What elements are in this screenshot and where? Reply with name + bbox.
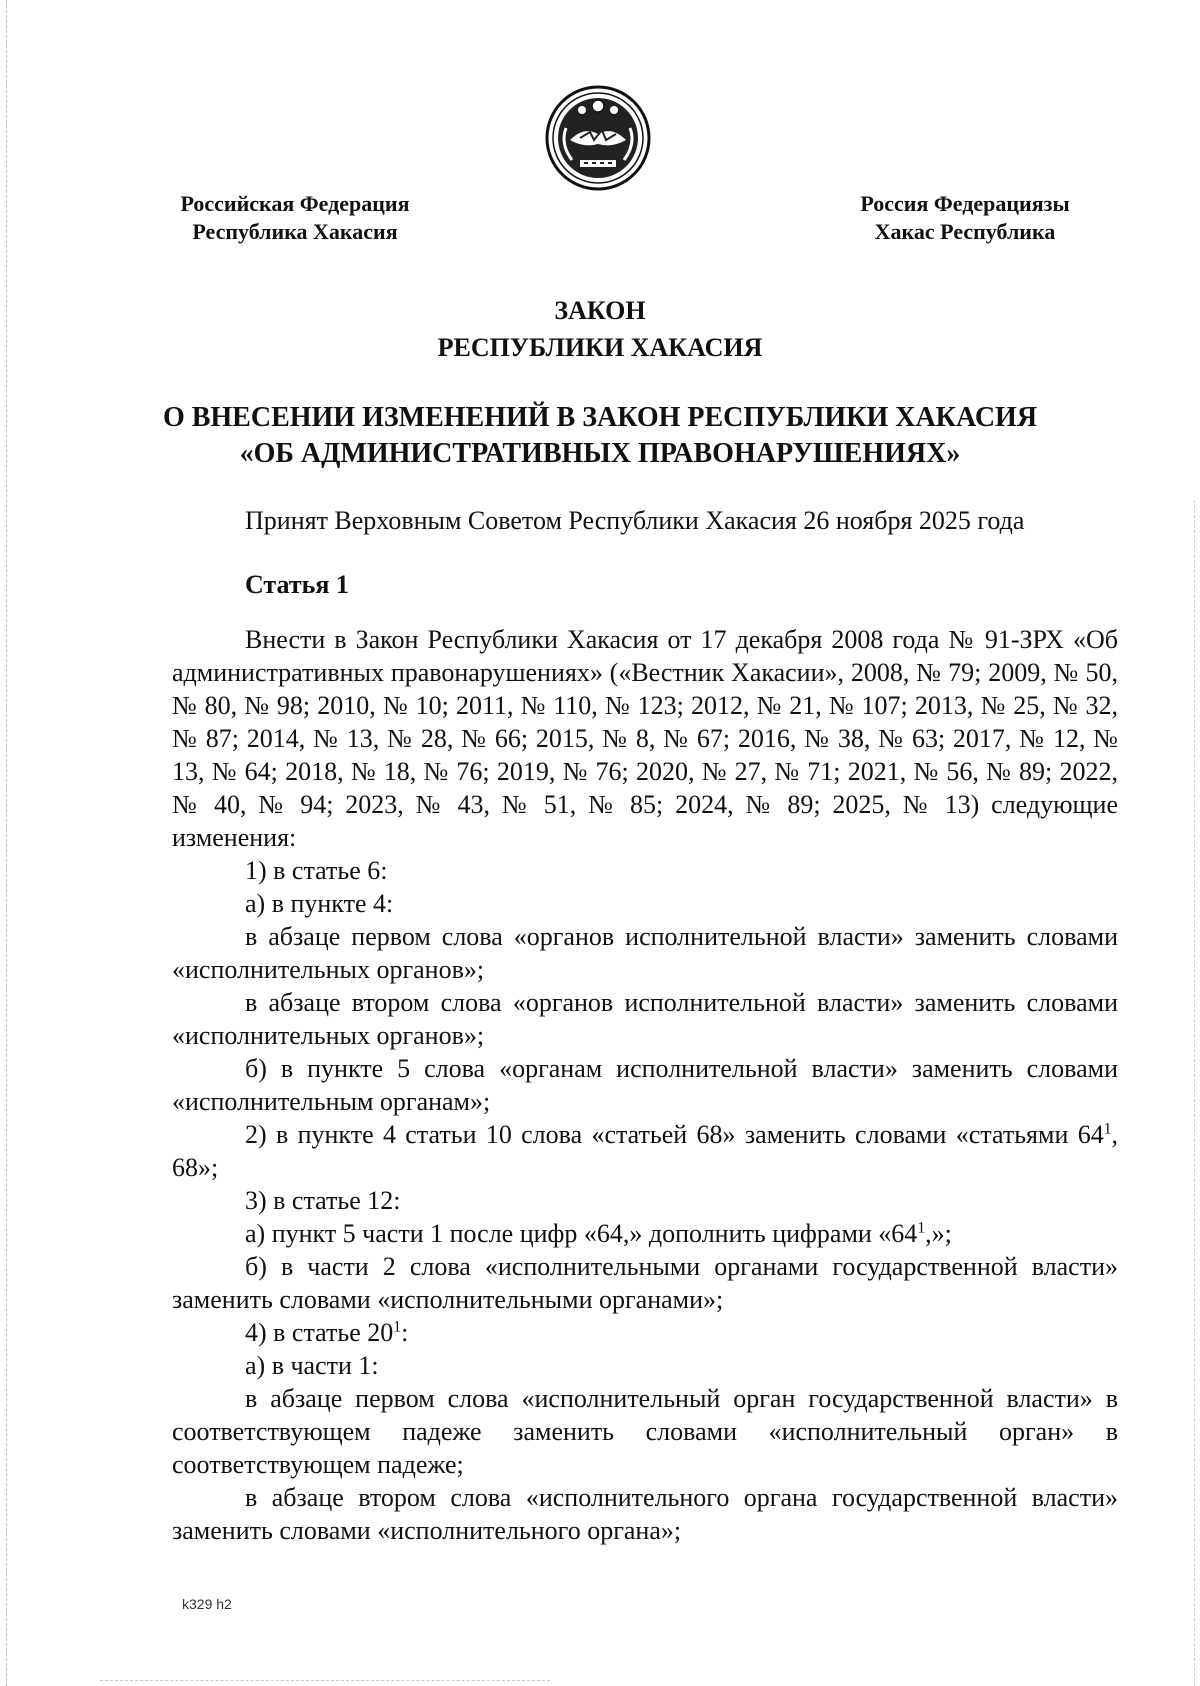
law-title-line2: РЕСПУБЛИКИ ХАКАСИЯ bbox=[437, 333, 763, 362]
scan-edge-bottom bbox=[100, 1680, 550, 1682]
paragraph-item-3a bbox=[172, 1217, 1118, 1250]
header-right bbox=[830, 190, 1100, 246]
coat-of-arms-icon bbox=[544, 84, 652, 192]
header-right-line2: Хакас Республика bbox=[874, 219, 1056, 244]
paragraph-item-4 bbox=[172, 1316, 1118, 1349]
paragraph-item-1b: б) в пункте 5 слова «органам исполнительной власти» заменить словами «исполнительным органам»; bbox=[172, 1054, 1118, 1116]
article-body bbox=[172, 623, 1118, 1547]
scan-edge-right bbox=[1194, 500, 1196, 1686]
article-heading: Статья 1 bbox=[245, 570, 349, 599]
paragraph-item-3: 3) в статье 12: bbox=[245, 1186, 401, 1215]
paragraph-item-3a-tail: ,»; bbox=[925, 1219, 952, 1248]
paragraph-item-4a: а) в части 1: bbox=[245, 1351, 379, 1380]
paragraph-item-4a-first: в абзаце первом слова «исполнительный орган государственной власти» в соответствующем падеже заменить словами «исполнительный орган» в соответствующем падеже; bbox=[172, 1384, 1118, 1479]
paragraph-item-2-tail: , 68»; bbox=[172, 1120, 1118, 1182]
paragraph-item-1a-first: в абзаце первом слова «органов исполнительной власти» заменить словами «исполнительных органов»; bbox=[172, 922, 1118, 984]
header-left-line2: Республика Хакасия bbox=[192, 219, 398, 244]
superscript: 1 bbox=[917, 1219, 926, 1237]
paragraph-intro: Внести в Закон Республики Хакасия от 17 декабря 2008 года № 91-ЗРХ «Об административных правонарушениях» («Вестник Хакасии», 2008, № 79; 2009, № 50, № 80, № 98; 2010, № 10; 2011, № 110, № 123; 2012, № 21, № 107; 2013, № 25, № 32, № 87; 2014, № 13, № 28, № 66; 2015, № 8, № 67; 2016, № 38, № 63; 2017, № 12, № 13, № 64; 2018, № 18, № 76; 2019, № 76; 2020, № 27, № 71; 2021, № 56, № 89; 2022, № 40, № 94; 2023, № 43, № 51, № 85; 2024, № 89; 2025, № 13) следующие изменения: bbox=[172, 625, 1118, 852]
paragraph-item-4-tail: : bbox=[401, 1318, 409, 1347]
paragraph-item-2 bbox=[172, 1118, 1118, 1184]
footer-code: k329 h2 bbox=[182, 1596, 232, 1612]
header-left-line1: Российская Федерация bbox=[180, 191, 410, 216]
law-subject bbox=[0, 400, 1200, 472]
law-title-line1: ЗАКОН bbox=[554, 296, 646, 325]
adoption-line: Принят Верховным Советом Республики Хакасия 26 ноября 2025 года bbox=[245, 506, 1025, 535]
paragraph-item-1a: а) в пункте 4: bbox=[245, 889, 394, 918]
law-subject-line2: «ОБ АДМИНИСТРАТИВНЫХ ПРАВОНАРУШЕНИЯХ» bbox=[239, 438, 961, 469]
paragraph-item-4a-second: в абзаце втором слова «исполнительного органа государственной власти» заменить словами «исполнительного органа»; bbox=[172, 1483, 1118, 1545]
paragraph-item-4-text: 4) в статье 20 bbox=[245, 1318, 394, 1347]
paragraph-item-3b: б) в части 2 слова «исполнительными органами государственной власти» заменить словами «исполнительными органами»; bbox=[172, 1252, 1118, 1314]
law-title bbox=[0, 292, 1200, 366]
paragraph-item-3a-text: а) пункт 5 части 1 после цифр «64,» дополнить цифрами «64 bbox=[245, 1219, 918, 1248]
header-left bbox=[160, 190, 430, 246]
scan-edge-left bbox=[6, 0, 8, 1686]
paragraph-item-1a-second: в абзаце втором слова «органов исполнительной власти» заменить словами «исполнительных органов»; bbox=[172, 988, 1118, 1050]
superscript: 1 bbox=[393, 1318, 402, 1336]
header-right-line1: Россия Федерациязы bbox=[860, 191, 1070, 216]
law-subject-line1: О ВНЕСЕНИИ ИЗМЕНЕНИЙ В ЗАКОН РЕСПУБЛИКИ ХАКАСИЯ bbox=[162, 402, 1038, 433]
paragraph-item-2-text: 2) в пункте 4 статьи 10 слова «статьей 68» заменить словами «статьями 64 bbox=[245, 1120, 1104, 1149]
superscript: 1 bbox=[1103, 1120, 1112, 1138]
paragraph-item-1: 1) в статье 6: bbox=[245, 856, 388, 885]
